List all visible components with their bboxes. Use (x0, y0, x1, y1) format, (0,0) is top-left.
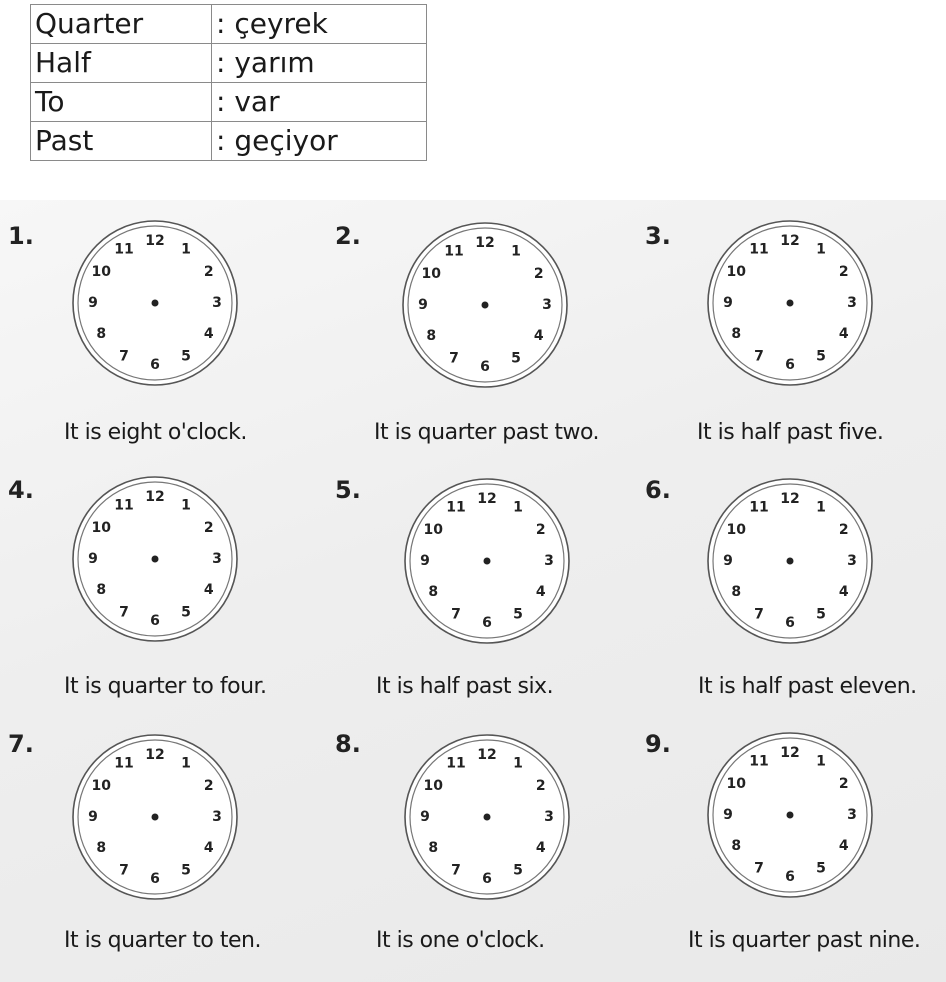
clock-numeral: 5 (181, 604, 191, 621)
clock-numeral: 3 (542, 297, 552, 313)
clock-numeral: 1 (181, 755, 191, 772)
turkish-word: : çeyrek (212, 5, 427, 44)
clock-drawing (70, 474, 240, 644)
clock-numeral: 11 (446, 755, 466, 772)
clock-numeral: 12 (145, 747, 165, 763)
turkish-word: : var (212, 83, 427, 122)
english-word: Half (31, 44, 212, 83)
exercise-number: 8. (335, 730, 361, 758)
clock-numeral: 8 (426, 328, 437, 344)
clock-numeral: 6 (785, 615, 795, 631)
exercise-number: 2. (335, 222, 361, 250)
exercise-number: 7. (8, 730, 34, 758)
clock-numeral: 8 (428, 584, 439, 600)
clock-numeral: 9 (88, 809, 98, 825)
vocabulary-row (31, 44, 427, 83)
clock-numeral: 8 (731, 326, 742, 342)
clock-numeral: 12 (477, 491, 497, 507)
clock-numeral: 4 (838, 326, 849, 342)
clock-numeral: 4 (838, 584, 849, 600)
clock-numeral: 3 (212, 551, 222, 567)
clock-numeral: 6 (150, 357, 160, 373)
clock-numeral: 5 (181, 348, 191, 365)
vocabulary-row (31, 5, 427, 44)
clock-drawing (705, 218, 875, 388)
clock-numeral: 11 (749, 499, 769, 516)
clock-numeral: 1 (181, 241, 191, 258)
clock-numeral: 8 (731, 584, 742, 600)
exercise-sentence: It is quarter to four. (64, 674, 267, 699)
clock-numeral: 7 (754, 348, 764, 365)
clock-numeral: 5 (816, 860, 826, 877)
clock-numeral: 12 (780, 233, 800, 249)
clock-numeral: 11 (114, 497, 134, 514)
clock-numeral: 6 (150, 613, 160, 629)
clock-numeral: 9 (88, 295, 98, 311)
exercise-number: 9. (645, 730, 671, 758)
exercise-number: 3. (645, 222, 671, 250)
clock-numeral: 4 (533, 328, 544, 344)
clock-drawing (402, 476, 572, 646)
clock-numeral: 3 (847, 807, 857, 823)
clock-numeral: 11 (114, 241, 134, 258)
clock-numeral: 11 (444, 243, 464, 260)
turkish-word: : yarım (212, 44, 427, 83)
clock-numeral: 12 (477, 747, 497, 763)
clock-numeral: 3 (212, 809, 222, 825)
clock-numeral: 5 (513, 606, 523, 623)
english-word: To (31, 83, 212, 122)
clock-numeral: 1 (511, 243, 521, 260)
clock-numeral: 9 (418, 297, 428, 313)
clock-numeral: 4 (838, 838, 849, 854)
clock-numeral: 9 (420, 553, 430, 569)
clock-numeral: 1 (816, 241, 826, 258)
clock-center-dot (482, 302, 489, 309)
clock-numeral: 4 (203, 840, 214, 856)
clock-numeral: 1 (513, 499, 523, 516)
exercise-number: 5. (335, 476, 361, 504)
clock-numeral: 10 (423, 778, 444, 794)
clock-numeral: 8 (731, 838, 742, 854)
clock-drawing (402, 732, 572, 902)
exercise-number: 1. (8, 222, 34, 250)
clock-center-dot (787, 558, 794, 565)
clock-numeral: 10 (726, 776, 747, 792)
clock-numeral: 10 (91, 520, 112, 536)
clock-drawing (705, 476, 875, 646)
vocabulary-row (31, 83, 427, 122)
english-word: Past (31, 122, 212, 161)
clock-numeral: 12 (780, 491, 800, 507)
clock-numeral: 12 (780, 745, 800, 761)
clock-numeral: 2 (535, 522, 546, 538)
clock-center-dot (484, 558, 491, 565)
clock-numeral: 1 (513, 755, 523, 772)
clock-center-dot (787, 300, 794, 307)
exercise-number: 6. (645, 476, 671, 504)
exercise-number: 4. (8, 476, 34, 504)
clock-face[interactable] (402, 476, 572, 646)
vocabulary-row (31, 122, 427, 161)
clock-face[interactable] (70, 474, 240, 644)
clock-face[interactable] (70, 218, 240, 388)
clock-numeral: 12 (475, 235, 495, 251)
clock-numeral: 9 (723, 295, 733, 311)
clock-numeral: 10 (423, 522, 444, 538)
clock-numeral: 7 (119, 862, 129, 879)
clock-numeral: 1 (816, 753, 826, 770)
exercise-sentence: It is quarter past two. (374, 420, 600, 445)
english-word: Quarter (31, 5, 212, 44)
exercise-sentence: It is half past eleven. (698, 674, 917, 699)
clock-numeral: 2 (203, 264, 214, 280)
clock-numeral: 2 (838, 776, 849, 792)
clock-numeral: 2 (838, 264, 849, 280)
clock-drawing (400, 220, 570, 390)
clock-face[interactable] (400, 220, 570, 390)
clock-drawing (705, 730, 875, 900)
clock-numeral: 3 (847, 295, 857, 311)
clock-face[interactable] (402, 732, 572, 902)
clock-numeral: 1 (816, 499, 826, 516)
clock-drawing (70, 218, 240, 388)
clock-numeral: 11 (749, 753, 769, 770)
exercise-sentence: It is half past five. (697, 420, 884, 445)
clock-numeral: 5 (816, 606, 826, 623)
vocabulary-table (30, 4, 427, 161)
clock-numeral: 4 (535, 584, 546, 600)
clock-numeral: 11 (114, 755, 134, 772)
clock-numeral: 2 (203, 520, 214, 536)
clock-numeral: 7 (451, 862, 461, 879)
clock-center-dot (152, 556, 159, 563)
clock-numeral: 9 (88, 551, 98, 567)
clock-numeral: 7 (119, 604, 129, 621)
clock-face[interactable] (705, 218, 875, 388)
clock-numeral: 10 (421, 266, 442, 282)
clock-numeral: 2 (533, 266, 544, 282)
clock-numeral: 2 (535, 778, 546, 794)
clock-numeral: 3 (212, 295, 222, 311)
clock-numeral: 3 (544, 553, 554, 569)
clock-numeral: 4 (535, 840, 546, 856)
clock-numeral: 9 (723, 553, 733, 569)
clock-center-dot (152, 300, 159, 307)
clock-numeral: 7 (754, 606, 764, 623)
clock-numeral: 8 (96, 326, 107, 342)
turkish-word: : geçiyor (212, 122, 427, 161)
exercise-sentence: It is one o'clock. (376, 928, 545, 953)
clock-numeral: 8 (96, 840, 107, 856)
exercise-sentence: It is eight o'clock. (64, 420, 247, 445)
clock-numeral: 10 (91, 778, 112, 794)
clock-numeral: 11 (749, 241, 769, 258)
clock-face[interactable] (705, 730, 875, 900)
clock-numeral: 5 (816, 348, 826, 365)
clock-numeral: 6 (785, 357, 795, 373)
clock-numeral: 6 (482, 615, 492, 631)
clock-numeral: 5 (181, 862, 191, 879)
clock-numeral: 10 (726, 522, 747, 538)
clock-center-dot (484, 814, 491, 821)
clock-drawing (70, 732, 240, 902)
clock-numeral: 11 (446, 499, 466, 516)
clock-numeral: 5 (511, 350, 521, 367)
clock-numeral: 6 (482, 871, 492, 887)
clock-numeral: 6 (785, 869, 795, 885)
clock-numeral: 3 (544, 809, 554, 825)
clock-numeral: 10 (91, 264, 112, 280)
clock-face[interactable] (705, 476, 875, 646)
clock-numeral: 2 (203, 778, 214, 794)
clock-numeral: 6 (480, 359, 490, 375)
clock-center-dot (152, 814, 159, 821)
clock-numeral: 6 (150, 871, 160, 887)
exercise-sentence: It is quarter past nine. (688, 928, 921, 953)
clock-numeral: 10 (726, 264, 747, 280)
clock-numeral: 12 (145, 233, 165, 249)
clock-numeral: 4 (203, 582, 214, 598)
clock-numeral: 3 (847, 553, 857, 569)
clock-numeral: 7 (754, 860, 764, 877)
clock-numeral: 1 (181, 497, 191, 514)
exercise-sentence: It is half past six. (376, 674, 554, 699)
clock-numeral: 8 (96, 582, 107, 598)
clock-numeral: 5 (513, 862, 523, 879)
clock-numeral: 12 (145, 489, 165, 505)
clock-numeral: 2 (838, 522, 849, 538)
clock-numeral: 8 (428, 840, 439, 856)
clock-numeral: 7 (449, 350, 459, 367)
clock-numeral: 7 (119, 348, 129, 365)
clock-numeral: 9 (420, 809, 430, 825)
exercise-sentence: It is quarter to ten. (64, 928, 261, 953)
clock-center-dot (787, 812, 794, 819)
clock-face[interactable] (70, 732, 240, 902)
clock-numeral: 4 (203, 326, 214, 342)
clock-numeral: 7 (451, 606, 461, 623)
clock-numeral: 9 (723, 807, 733, 823)
